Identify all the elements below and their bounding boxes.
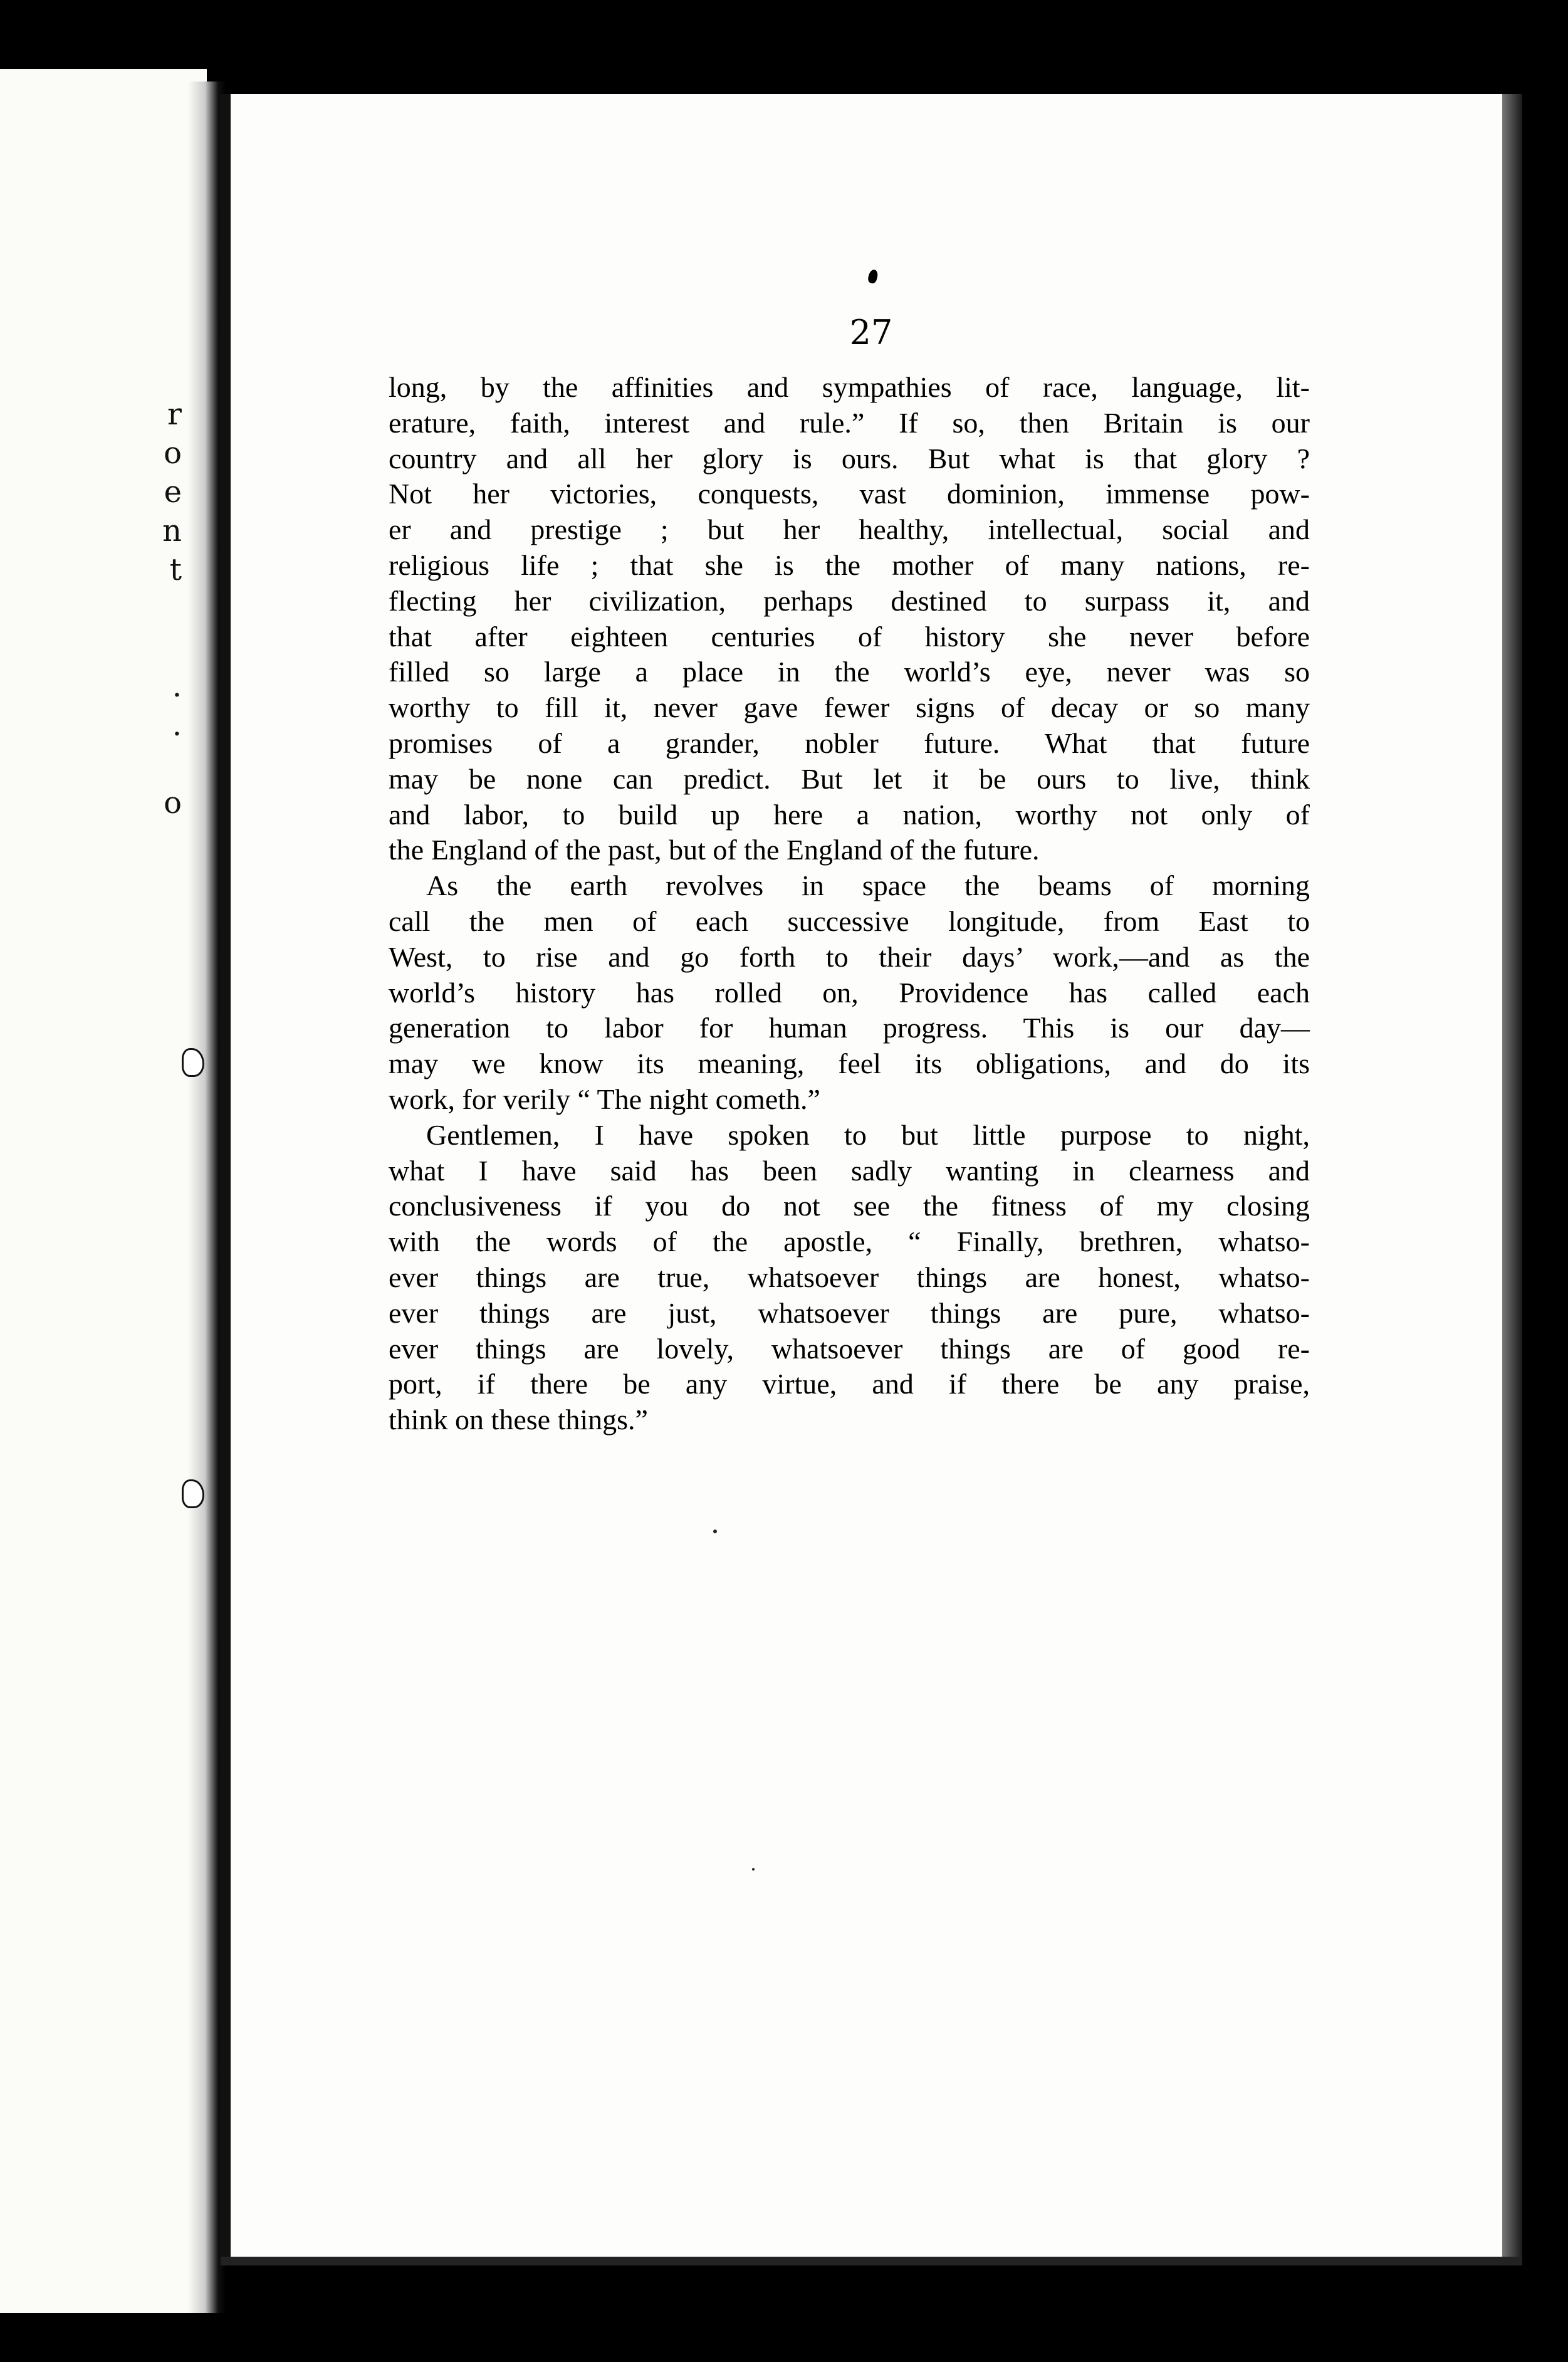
text-line: call the men of each successive longitude, from East to — [389, 905, 1310, 937]
text-line: worthy to fill it, never gave fewer signs of decay or so many — [389, 691, 1310, 724]
edge-char: r — [167, 397, 182, 432]
text-line: religious life ; that she is the mother of many nations, re- — [389, 549, 1310, 581]
text-line: promises of a grander, nobler future. What that future — [389, 727, 1310, 759]
edge-char: . — [172, 669, 182, 704]
page-edge-shadow — [1502, 94, 1522, 2257]
body-text — [389, 370, 1310, 1438]
text-line: and labor, to build up here a nation, worthy not only of — [389, 798, 1310, 831]
edge-char: o — [164, 785, 182, 821]
edge-char: o — [164, 436, 182, 471]
text-line: flecting her civilization, perhaps destined to surpass it, and — [389, 584, 1310, 617]
text-line: ever things are true, whatsoever things are honest, whatso- — [389, 1261, 1310, 1293]
text-line: work, for verily “ The night cometh.” — [389, 1083, 820, 1115]
text-line: may be none can predict. But let it be ours to live, think — [389, 762, 1310, 795]
edge-spacer — [162, 589, 182, 667]
text-line: long, by the affinities and sympathies of race, language, lit- — [389, 371, 1310, 403]
page-bottom-edge — [221, 2257, 1522, 2265]
text-line: Gentlemen, I have spoken to but little purpose to night, — [426, 1118, 1310, 1151]
text-line: generation to labor for human progress. This is our day— — [389, 1012, 1310, 1044]
text-line: port, if there be any virtue, and if there be any praise, — [389, 1368, 1310, 1400]
text-line: conclusiveness if you do not see the fitness of my closing — [389, 1190, 1310, 1222]
edge-char: . — [172, 708, 182, 743]
left-page-edge-text — [162, 395, 182, 822]
edge-char: t — [169, 552, 182, 587]
left-facing-page — [0, 69, 207, 2313]
text-line: what I have said has been sadly wanting in clearness and — [389, 1154, 1310, 1187]
text-line: ever things are just, whatsoever things are pure, whatso- — [389, 1296, 1310, 1329]
binding-tear-mark — [182, 1479, 204, 1508]
text-line: think on these things.” — [389, 1404, 648, 1436]
text-line: erature, faith, interest and rule.” If so, then Britain is our — [389, 406, 1310, 439]
text-line: that after eighteen centuries of history she never before — [389, 620, 1310, 653]
text-line: As the earth revolves in space the beams of morning — [426, 869, 1310, 902]
text-line: filled so large a place in the world’s eye, never was so — [389, 656, 1310, 688]
text-line: the England of the past, but of the England of the future. — [389, 834, 1040, 866]
binding-tear-mark — [182, 1048, 204, 1077]
text-line: er and prestige ; but her healthy, intellectual, social and — [389, 513, 1310, 546]
edge-char: n — [162, 513, 182, 549]
text-line: with the words of the apostle, “ Finally, brethren, whatso- — [389, 1226, 1310, 1258]
text-line: West, to rise and go forth to their days’ work,—and as the — [389, 940, 1310, 973]
text-line: may we know its meaning, feel its obligations, and do its — [389, 1047, 1310, 1080]
page-number: 27 — [849, 313, 893, 352]
edge-spacer — [162, 745, 182, 784]
gutter-shadow — [188, 81, 226, 2313]
paper-speck — [752, 1868, 755, 1871]
text-line: world’s history has rolled on, Providence has called each — [389, 976, 1310, 1009]
paper-speck — [713, 1530, 717, 1533]
edge-char: e — [164, 475, 182, 510]
text-line: Not her victories, conquests, vast dominion, immense pow- — [389, 478, 1310, 510]
text-line: country and all her glory is ours. But what is that glory ? — [389, 442, 1310, 475]
text-line: ever things are lovely, whatsoever things are of good re- — [389, 1332, 1310, 1365]
